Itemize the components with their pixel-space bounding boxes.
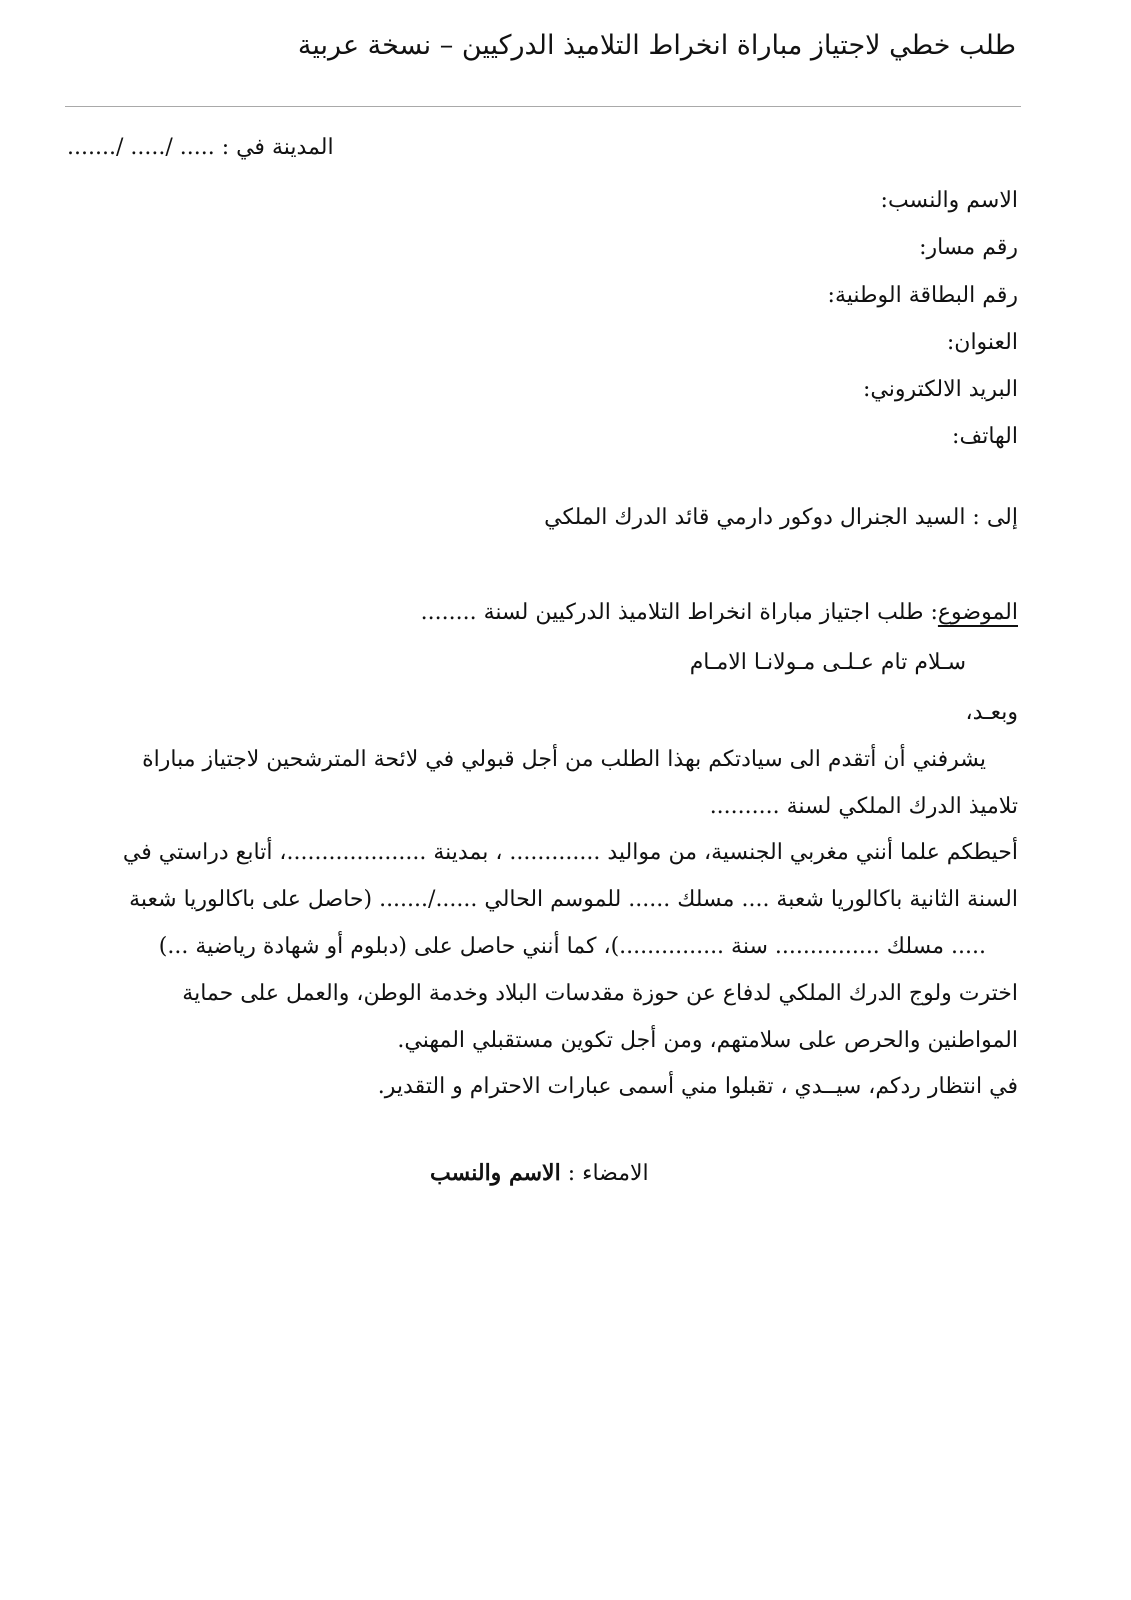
letter-body — [98, 690, 1018, 1111]
recipient-line: إلى : السيد الجنرال دوكور دارمي قائد الدرك الملكي — [544, 505, 1018, 530]
field-address: العنوان: — [946, 329, 1018, 355]
field-phone: الهاتف: — [952, 424, 1018, 450]
subject-line — [421, 600, 1018, 625]
title-divider — [65, 106, 1021, 107]
closing-line: في انتظار ردكم، سيــدي ، تقبلوا مني أسمى عبارات الاحترام و التقدير. — [377, 1074, 1018, 1100]
document-title: طلب خطي لاجتياز مباراة انخراط التلاميذ الدركيين – نسخة عربية — [297, 30, 1016, 61]
greeting-line: سـلام تام عـلـى مـولانـا الامـام — [689, 650, 966, 675]
signature-label: الامضاء : — [560, 1161, 649, 1186]
applicant-info-block — [828, 177, 1018, 461]
field-national-id: رقم البطاقة الوطنية: — [827, 282, 1018, 308]
body-line: أحيطكم علما أنني مغربي الجنسية، من مواليد ............. ، بمدينة ....................، أتابع دراستي في — [122, 840, 1018, 866]
body-line: السنة الثانية باكالوريا شعبة .... مسلك ...... للموسم الحالي ....../....... (حاصل على باكالوريا شعبة — [129, 887, 1018, 913]
body-line: اخترت ولوج الدرك الملكي لدفاع عن حوزة مقدسات البلاد وخدمة الوطن، والعمل على حماية — [182, 980, 1018, 1006]
subject-text: : طلب اجتياز مباراة انخراط التلاميذ الدركيين لسنة ........ — [420, 600, 938, 625]
signature-line — [430, 1160, 649, 1186]
signature-value: الاسم والنسب — [430, 1160, 561, 1186]
body-line: المواطنين والحرص على سلامتهم، ومن أجل تكوين مستقبلي المهني. — [397, 1027, 1018, 1053]
subject-label: الموضوع — [937, 600, 1018, 625]
opening-line: وبعـد، — [965, 700, 1018, 725]
field-full-name: الاسم والنسب: — [880, 188, 1018, 213]
body-line: ..... مسلك ............... سنة ...............)، كما أنني حاصل على (دبلوم أو شهادة رياضية ...) — [158, 933, 986, 959]
date-line: المدينة في : ..... /..... /....... — [67, 135, 334, 160]
field-email: البريد الالكتروني: — [862, 377, 1018, 403]
field-massar-number: رقم مسار: — [919, 235, 1018, 261]
body-line: يشرفني أن أتقدم الى سيادتكم بهذا الطلب من أجل قبولي في لائحة المترشحين لاجتياز مباراة — [142, 746, 986, 772]
body-line: تلاميذ الدرك الملكي لسنة .......... — [709, 793, 1018, 819]
